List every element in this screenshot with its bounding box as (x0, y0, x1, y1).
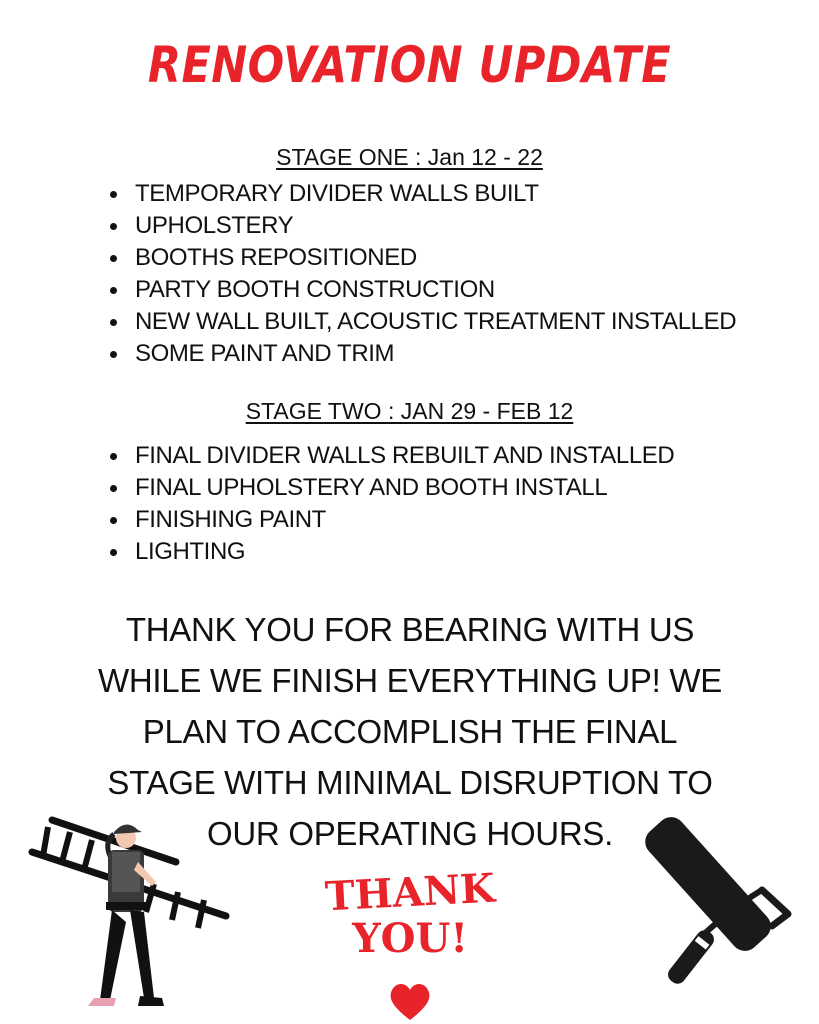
message-line: STAGE WITH MINIMAL DISRUPTION TO (107, 764, 713, 801)
list-item: FINAL UPHOLSTERY AND BOOTH INSTALL (108, 472, 674, 504)
worker-with-ladder-icon (26, 812, 246, 1017)
message-line: WHILE WE FINISH EVERYTHING UP! WE (98, 662, 722, 699)
stage-two-heading: STAGE TWO : JAN 29 - FEB 12 (245, 398, 574, 424)
list-item: LIGHTING (108, 536, 674, 568)
stage-one-list (108, 178, 736, 370)
thank-you-sign (320, 864, 500, 962)
message-line: OUR OPERATING HOURS. (207, 815, 613, 852)
stage-two-list (108, 440, 674, 568)
list-item: PARTY BOOTH CONSTRUCTION (108, 274, 736, 306)
thank-you-line1: THANK (323, 864, 497, 921)
heart-icon (388, 980, 432, 1022)
thank-you-line2: YOU! (352, 915, 468, 962)
list-item: UPHOLSTERY (108, 210, 736, 242)
stage-one-heading: STAGE ONE : Jan 12 - 22 (276, 144, 543, 170)
page-title: RENOVATION UPDATE (147, 36, 672, 94)
list-item: NEW WALL BUILT, ACOUSTIC TREATMENT INSTALLED (108, 306, 736, 338)
list-item: FINAL DIVIDER WALLS REBUILT AND INSTALLED (108, 440, 674, 472)
list-item: BOOTHS REPOSITIONED (108, 242, 736, 274)
message-line: PLAN TO ACCOMPLISH THE FINAL (142, 713, 678, 750)
list-item: TEMPORARY DIVIDER WALLS BUILT (108, 178, 736, 210)
message-line: THANK YOU FOR BEARING WITH US (125, 611, 695, 648)
paint-roller-icon (612, 808, 812, 998)
list-item: SOME PAINT AND TRIM (108, 338, 736, 370)
list-item: FINISHING PAINT (108, 504, 674, 536)
